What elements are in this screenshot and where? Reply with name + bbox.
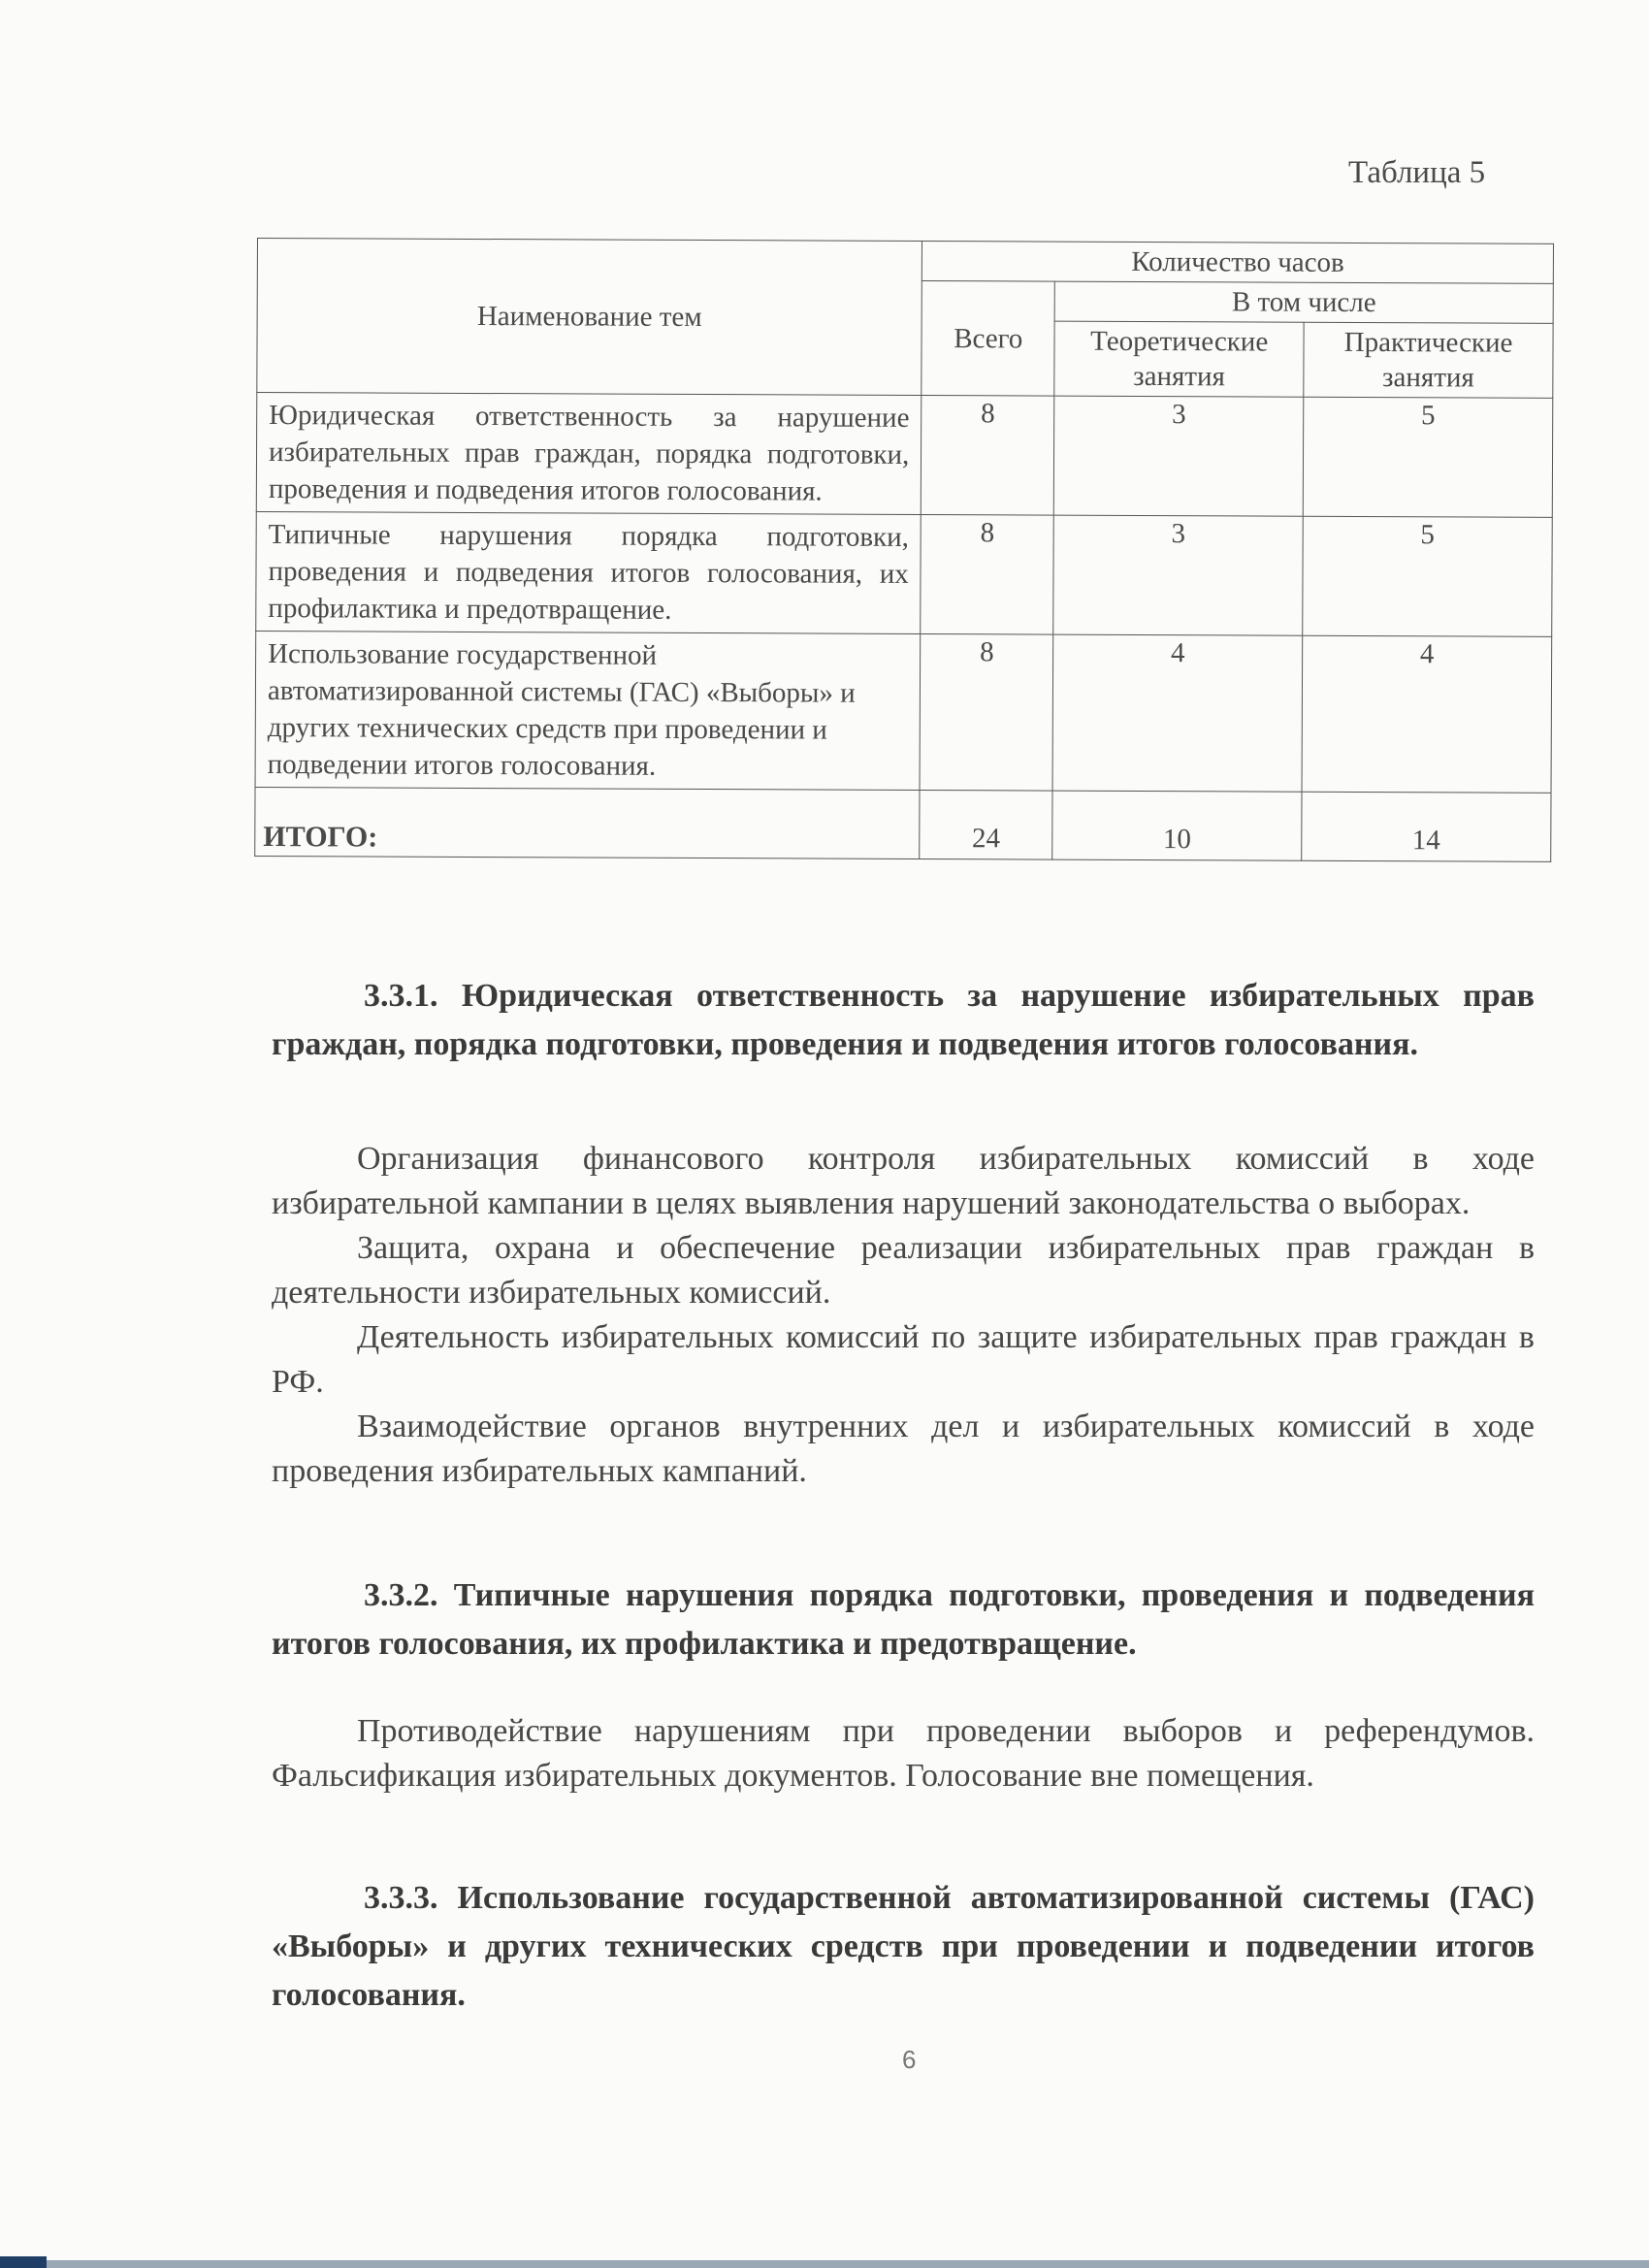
totals-theory: 10 <box>1052 791 1302 860</box>
table-header-row <box>257 239 1553 284</box>
paragraph: Противодействие нарушениям при проведении выборов и референдумов. Фальсификация избирательных документов. Голосование вне помещения. <box>272 1713 1535 1794</box>
paragraph: Защита, охрана и обеспечение реализации избирательных прав граждан в деятельности избирательных комиссий. <box>272 1230 1535 1311</box>
row-practice: 5 <box>1303 397 1552 517</box>
row-theory: 4 <box>1052 634 1303 792</box>
section-body <box>272 1137 1535 1494</box>
row-theory: 3 <box>1053 396 1303 516</box>
header-theory: Теоретические занятия <box>1054 321 1304 397</box>
hours-table <box>254 238 1554 862</box>
header-total: Всего <box>922 280 1054 396</box>
paragraph: Взаимодействие органов внутренних дел и избирательных комиссий в ходе проведения избирательных кампаний. <box>272 1409 1535 1489</box>
table-row <box>256 393 1553 518</box>
row-topic: Типичные нарушения порядка подготовки, проведения и подведения итогов голосования, их профилактика и предотвращение. <box>256 511 922 633</box>
header-hours-group: Количество часов <box>922 241 1554 283</box>
section-heading-text: 3.3.3. Использование государственной автоматизированной системы (ГАС) «Выборы» и других технических средств при проведении и подведении итогов голосования. <box>272 1880 1535 2013</box>
section-heading <box>272 1874 1535 2020</box>
totals-practice: 14 <box>1302 792 1551 861</box>
row-total: 8 <box>922 395 1054 515</box>
section-heading <box>272 972 1535 1069</box>
header-practice: Практические занятия <box>1304 322 1553 398</box>
row-total: 8 <box>921 514 1053 634</box>
page-number: 6 <box>902 2045 917 2074</box>
paragraph: Деятельность избирательных комиссий по защите избирательных прав граждан в РФ. <box>272 1319 1535 1400</box>
row-total: 8 <box>920 633 1053 791</box>
scan-edge-strip <box>0 2260 1649 2268</box>
scan-edge-mark <box>0 2256 47 2268</box>
totals-label: ИТОГО: <box>255 787 921 859</box>
totals-total: 24 <box>920 790 1052 859</box>
table-row <box>256 511 1553 636</box>
table-caption: Таблица 5 <box>1348 155 1486 190</box>
paragraph: Организация финансового контроля избирательных комиссий в ходе избирательной кампании в целях выявления нарушений законодательства о выборах. <box>272 1141 1535 1221</box>
row-theory: 3 <box>1053 515 1303 635</box>
row-practice: 5 <box>1303 516 1552 636</box>
table-row <box>255 631 1552 793</box>
row-practice: 4 <box>1302 635 1552 793</box>
section-body <box>272 1709 1535 1798</box>
row-topic: Использование государственной автоматизированной системы (ГАС) «Выборы» и других технических средств при проведении и подведении итогов голосования. <box>255 631 921 790</box>
section-heading <box>272 1571 1535 1669</box>
row-topic: Юридическая ответственность за нарушение избирательных прав граждан, порядка подготовки, проведения и подведения итогов голосования. <box>256 393 922 515</box>
header-topic: Наименование тем <box>257 239 922 396</box>
header-including: В том числе <box>1054 281 1553 323</box>
section-heading-text: 3.3.1. Юридическая ответственность за нарушение избирательных прав граждан, порядка подготовки, проведения и подведения итогов голосования. <box>272 978 1535 1062</box>
table-totals-row <box>255 787 1551 861</box>
section-heading-text: 3.3.2. Типичные нарушения порядка подготовки, проведения и подведения итогов голосования, их профилактика и предотвращение. <box>272 1577 1535 1662</box>
